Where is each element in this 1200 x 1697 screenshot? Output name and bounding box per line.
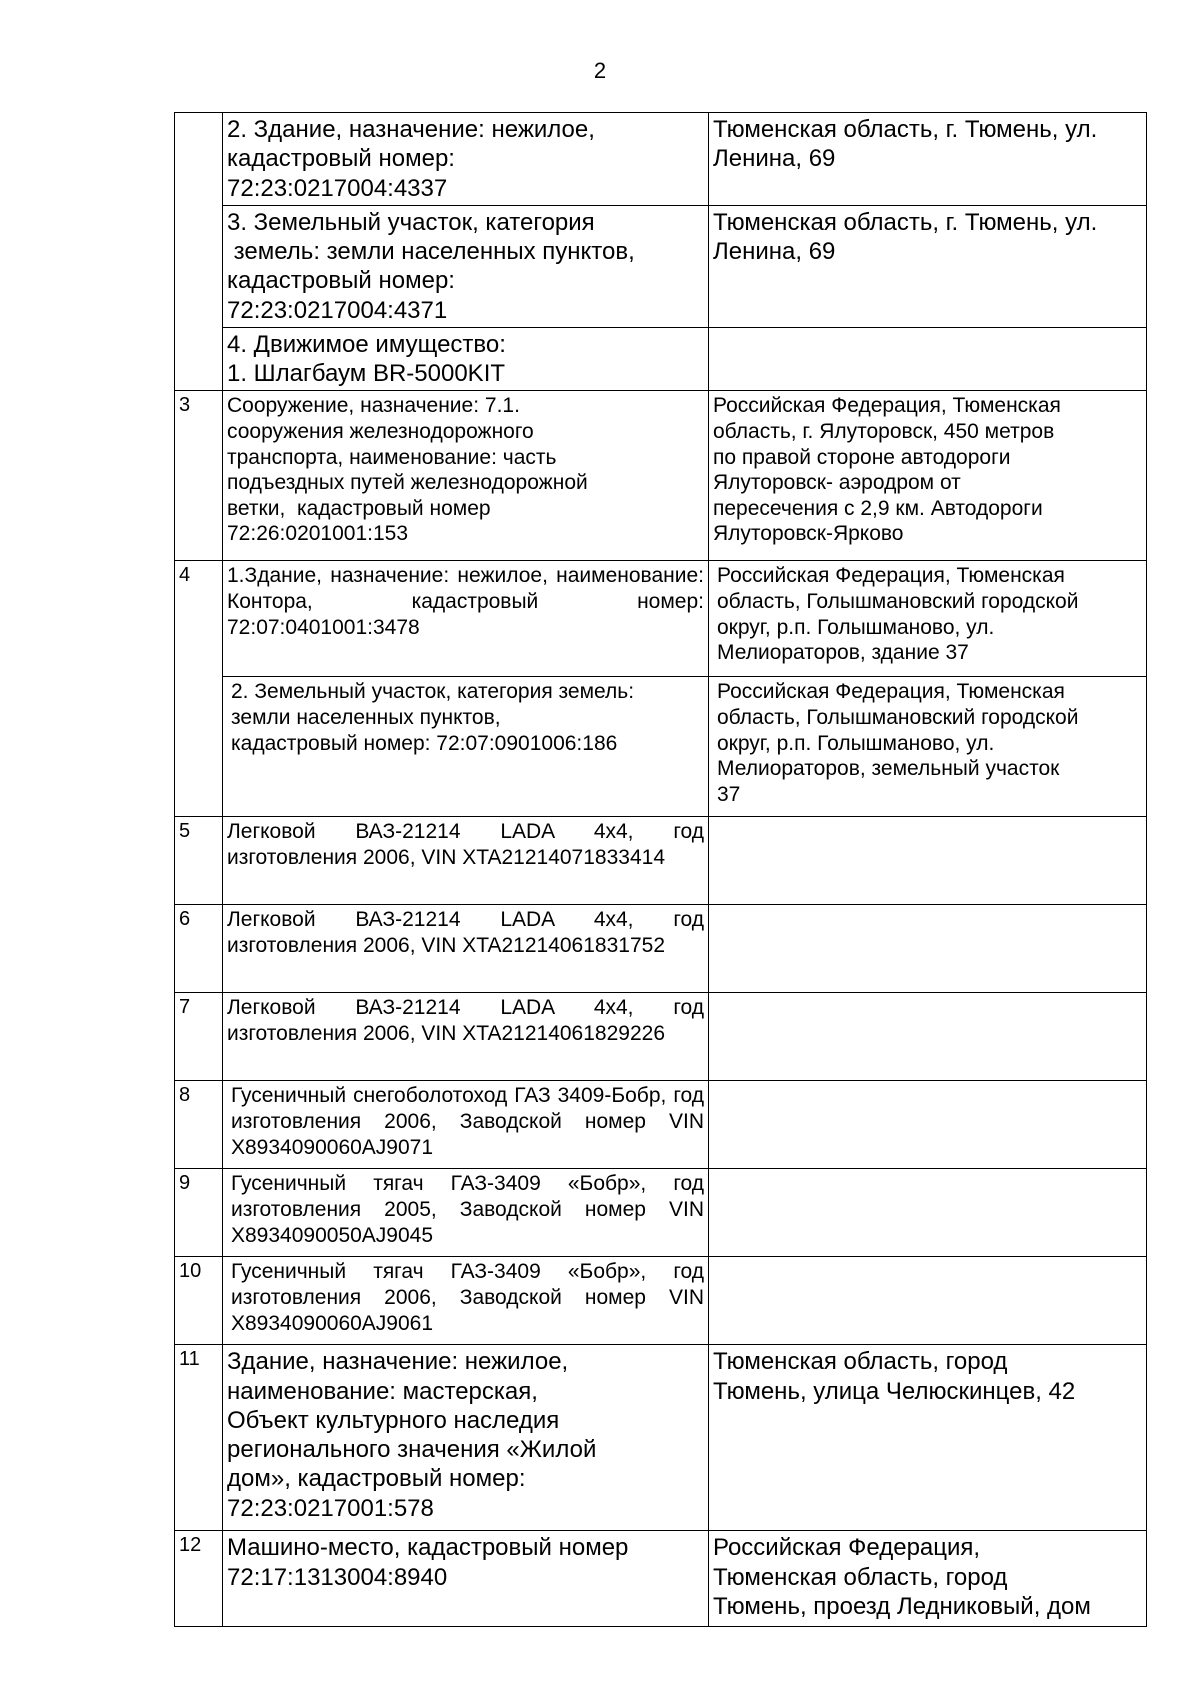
item-address: Российская Федерация, Тюменская область, город Тюмень, проезд Ледниковый, дом xyxy=(709,1531,1147,1627)
row-number xyxy=(175,113,223,391)
table-row xyxy=(175,677,1147,817)
item-description: Гусеничный тягач ГАЗ-3409 «Бобр», год изготовления 2006, Заводской номер VIN X8934090060AJ9061 xyxy=(223,1257,709,1345)
item-description: Здание, назначение: нежилое, наименование: мастерская, Объект культурного наследия регионального значения «Жилой дом», кадастровый номер: 72:23:0217001:578 xyxy=(223,1345,709,1531)
item-description: Легковой ВАЗ-21214 LADA 4x4, год изготовления 2006, VIN XTA21214061831752 xyxy=(223,905,709,993)
table-row xyxy=(175,1345,1147,1531)
item-address xyxy=(709,327,1147,391)
row-number: 8 xyxy=(175,1081,223,1169)
item-address xyxy=(709,1257,1147,1345)
item-address: Тюменская область, г. Тюмень, ул. Ленина, 69 xyxy=(709,113,1147,206)
row-number: 5 xyxy=(175,817,223,905)
row-number: 4 xyxy=(175,561,223,817)
item-address: Тюменская область, г. Тюмень, ул. Ленина, 69 xyxy=(709,205,1147,327)
item-address: Российская Федерация, Тюменская область, Голышмановский городской округ, р.п. Голышманово, ул. Мелиораторов, здание 37 xyxy=(709,561,1147,677)
table-row xyxy=(175,1531,1147,1627)
item-description: Легковой ВАЗ-21214 LADA 4x4, год изготовления 2006, VIN XTA21214061829226 xyxy=(223,993,709,1081)
row-number: 3 xyxy=(175,391,223,561)
item-description: 1.Здание, назначение: нежилое, наименование: Контора, кадастровый номер: 72:07:0401001:3478 xyxy=(223,561,709,677)
item-description: 4. Движимое имущество: 1. Шлагбаум BR-5000KIT xyxy=(223,327,709,391)
item-address: Российская Федерация, Тюменская область, г. Ялуторовск, 450 метров по правой стороне автодороги Ялуторовск- аэродром от пересечения с 2,9 км. Автодороги Ялуторовск-Ярково xyxy=(709,391,1147,561)
row-number: 11 xyxy=(175,1345,223,1531)
item-address xyxy=(709,817,1147,905)
table-row xyxy=(175,1257,1147,1345)
row-number: 12 xyxy=(175,1531,223,1627)
item-description: Легковой ВАЗ-21214 LADA 4x4, год изготовления 2006, VIN XTA21214071833414 xyxy=(223,817,709,905)
table-row xyxy=(175,561,1147,677)
item-description: Гусеничный тягач ГАЗ-3409 «Бобр», год изготовления 2005, Заводской номер VIN X8934090050AJ9045 xyxy=(223,1169,709,1257)
table-row xyxy=(175,113,1147,206)
item-description: 3. Земельный участок, категория земель: земли населенных пунктов, кадастровый номер: 72:23:0217004:4371 xyxy=(223,205,709,327)
table-row xyxy=(175,391,1147,561)
item-address xyxy=(709,1081,1147,1169)
row-number: 9 xyxy=(175,1169,223,1257)
row-number: 6 xyxy=(175,905,223,993)
item-description: Машино-место, кадастровый номер 72:17:1313004:8940 xyxy=(223,1531,709,1627)
table-row xyxy=(175,905,1147,993)
item-description: Гусеничный снегоболотоход ГАЗ 3409-Бобр, год изготовления 2006, Заводской номер VIN X8934090060AJ9071 xyxy=(223,1081,709,1169)
table-row xyxy=(175,993,1147,1081)
table-row xyxy=(175,1081,1147,1169)
page-number: 2 xyxy=(593,58,607,83)
property-table xyxy=(174,112,1147,1627)
item-address: Тюменская область, город Тюмень, улица Челюскинцев, 42 xyxy=(709,1345,1147,1531)
table-row xyxy=(175,327,1147,391)
row-number: 7 xyxy=(175,993,223,1081)
table-row xyxy=(175,205,1147,327)
table-row xyxy=(175,1169,1147,1257)
table-row xyxy=(175,817,1147,905)
item-address xyxy=(709,993,1147,1081)
item-address xyxy=(709,905,1147,993)
row-number: 10 xyxy=(175,1257,223,1345)
item-description: Сооружение, назначение: 7.1. сооружения железнодорожного транспорта, наименование: часть подъездных путей железнодорожной ветки, кадастровый номер 72:26:0201001:153 xyxy=(223,391,709,561)
item-description: 2. Земельный участок, категория земель: земли населенных пунктов, кадастровый номер: 72:07:0901006:186 xyxy=(223,677,709,817)
item-description: 2. Здание, назначение: нежилое, кадастровый номер: 72:23:0217004:4337 xyxy=(223,113,709,206)
item-address: Российская Федерация, Тюменская область, Голышмановский городской округ, р.п. Голышманово, ул. Мелиораторов, земельный участок 37 xyxy=(709,677,1147,817)
item-address xyxy=(709,1169,1147,1257)
